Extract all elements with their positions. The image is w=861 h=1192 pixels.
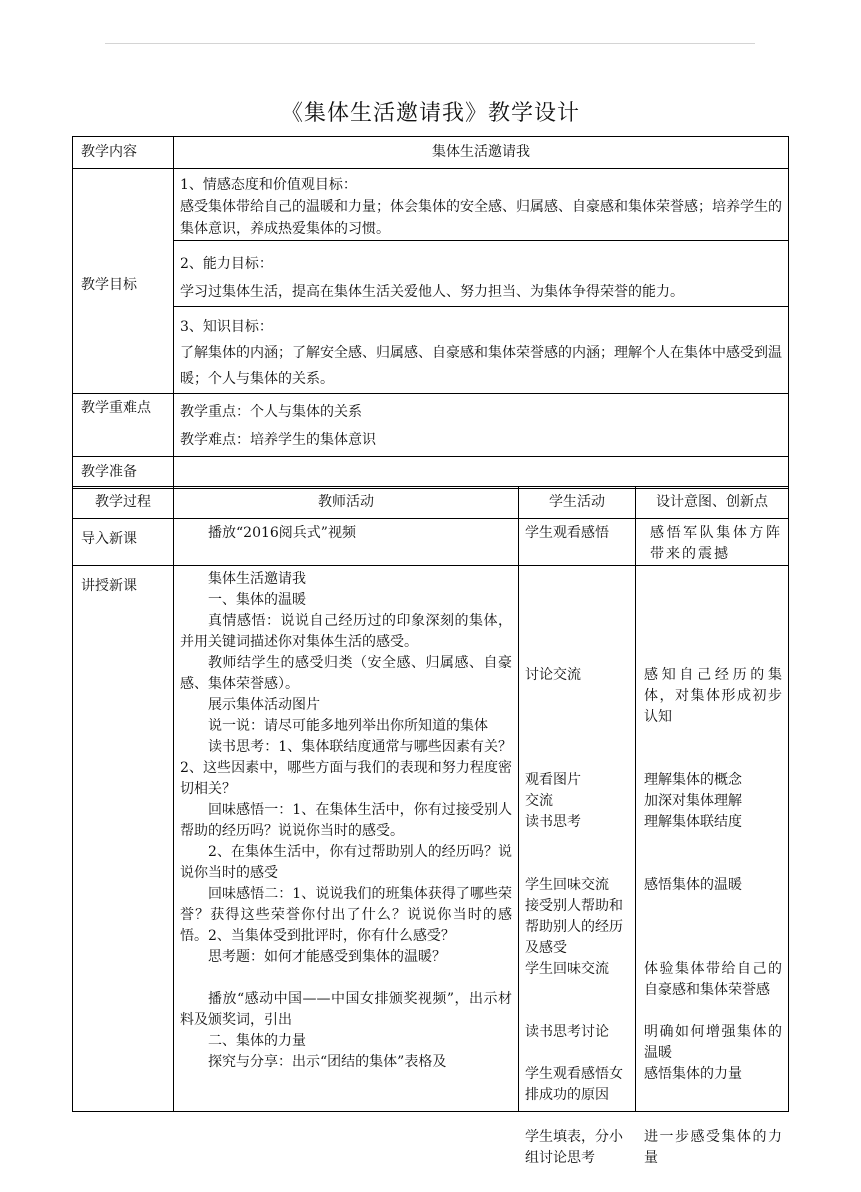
goal1-body: 感受集体带给自己的温暖和力量；体会集体的安全感、归属感、自豪感和集体荣誉感；培养学生的集体意识，养成热爱集体的习惯。 (180, 199, 782, 237)
document-title: 《集体生活邀请我》教学设计 (280, 101, 580, 126)
goal2-cell (174, 241, 789, 307)
goal1-heading: 1、情感态度和价值观目标： (180, 177, 357, 193)
goal2-body: 学习过集体生活，提高在集体生活关爱他人、努力担当、为集体争得荣誉的能力。 (180, 284, 684, 300)
intro-stage: 导入新课 (73, 519, 174, 566)
teacher-line: 真情感悟：说说自己经历过的印象深刻的集体，并用关键词描述你对集体生活的感受。 (180, 613, 512, 650)
teacher-line: 二、集体的力量 (208, 1033, 306, 1049)
goal3-cell (174, 307, 789, 394)
goal3-body: 了解集体的内涵；了解安全感、归属感、自豪感和集体荣誉感的内涵；理解个人在集体中感受到温暖；个人与集体的关系。 (180, 345, 782, 387)
teacher-line: 探究与分享：出示“团结的集体”表格及 (208, 1054, 447, 1070)
header-intent: 设计意图、创新点 (636, 487, 789, 519)
intro-intent: 感悟军队集体方阵带来的震撼 (636, 519, 789, 566)
goal2-heading: 2、能力目标： (180, 256, 273, 272)
teacher-line: 读书思考：1、集体联结度通常与哪些因素有关？2、这些因素中，哪些方面与我们的表现和努力程度密切相关？ (180, 739, 512, 797)
key-points-label: 教学重难点 (73, 394, 174, 457)
intent-item: 理解集体联结度 (644, 814, 742, 830)
intent-item: 加深对集体理解 (644, 793, 742, 809)
teacher-line: 教师结学生的感受归类（安全感、归属感、自豪感、集体荣誉感）。 (180, 655, 512, 692)
goals-label: 教学目标 (73, 169, 174, 394)
intent-item: 进一步感受集体的力量 (644, 1129, 782, 1166)
student-item: 学生观看感悟女排成功的原因 (525, 1066, 623, 1103)
student-item: 交流 (525, 793, 553, 809)
teacher-line: 说一说：请尽可能多地列举出你所知道的集体 (208, 718, 488, 734)
overview-table (72, 136, 789, 489)
prep-value (174, 457, 789, 489)
intent-item: 理解集体的概念 (644, 772, 742, 788)
teacher-line: 2、在集体生活中，你有过帮助别人的经历吗？说说你当时的感受 (180, 844, 512, 881)
intent-item: 感悟集体的温暖 (644, 877, 742, 893)
header-stage: 教学过程 (73, 487, 174, 519)
student-item: 学生填表，分小组讨论思考 (525, 1129, 623, 1166)
student-item: 学生回味交流 (525, 961, 609, 977)
intent-item: 体验集体带给自己的自豪感和集体荣誉感 (644, 961, 782, 998)
intent-item: 感知自己经历的集体，对集体形成初步认知 (644, 667, 782, 725)
lecture-intent (636, 566, 789, 1166)
intent-item: 明确如何增强集体的温暖 (644, 1024, 782, 1061)
teacher-line: 集体生活邀请我 (208, 571, 306, 587)
goal1-cell (174, 169, 789, 241)
goal3-heading: 3、知识目标： (180, 319, 273, 335)
header-teacher: 教师活动 (174, 487, 519, 519)
student-item: 读书思考 (525, 814, 581, 830)
difficult-point: 教学难点：培养学生的集体意识 (180, 432, 376, 448)
lecture-student (519, 566, 636, 1166)
intro-teacher (174, 519, 519, 566)
content-value: 集体生活邀请我 (174, 137, 789, 169)
spacer (180, 968, 512, 989)
student-item: 讨论交流 (525, 667, 581, 683)
intro-student: 学生观看感悟 (519, 519, 636, 566)
lecture-stage: 讲授新课 (73, 566, 174, 1112)
intent-item: 感悟集体的力量 (644, 1066, 742, 1082)
content-label: 教学内容 (73, 137, 174, 169)
process-table (72, 486, 789, 1166)
intro-teacher-text: 播放“2016阅兵式”视频 (208, 525, 356, 541)
teacher-line: 思考题：如何才能感受到集体的温暖？ (208, 949, 446, 965)
key-points-cell (174, 394, 789, 457)
student-item: 学生回味交流 (525, 877, 609, 893)
teacher-line: 展示集体活动图片 (208, 697, 320, 713)
teacher-line: 回味感悟一：1、在集体生活中，你有过接受别人帮助的经历吗？说说你当时的感受。 (180, 802, 512, 839)
student-item: 接受别人帮助和帮助别人的经历及感受 (525, 898, 623, 956)
student-item: 读书思考讨论 (525, 1024, 609, 1040)
teacher-line: 回味感悟二：1、说说我们的班集体获得了哪些荣誉？获得这些荣誉你付出了什么？说说你当时的感悟。2、当集体受到批评时，你有什么感受？ (180, 886, 512, 944)
header-student: 学生活动 (519, 487, 636, 519)
header-rule (105, 43, 755, 44)
student-item: 观看图片 (525, 772, 581, 788)
teacher-line: 播放“感动中国——中国女排颁奖视频”，出示材料及颁奖词，引出 (180, 991, 512, 1028)
key-point: 教学重点：个人与集体的关系 (180, 404, 362, 420)
lecture-teacher (174, 566, 519, 1112)
prep-label: 教学准备 (73, 457, 174, 489)
teacher-line: 一、集体的温暖 (208, 592, 306, 608)
